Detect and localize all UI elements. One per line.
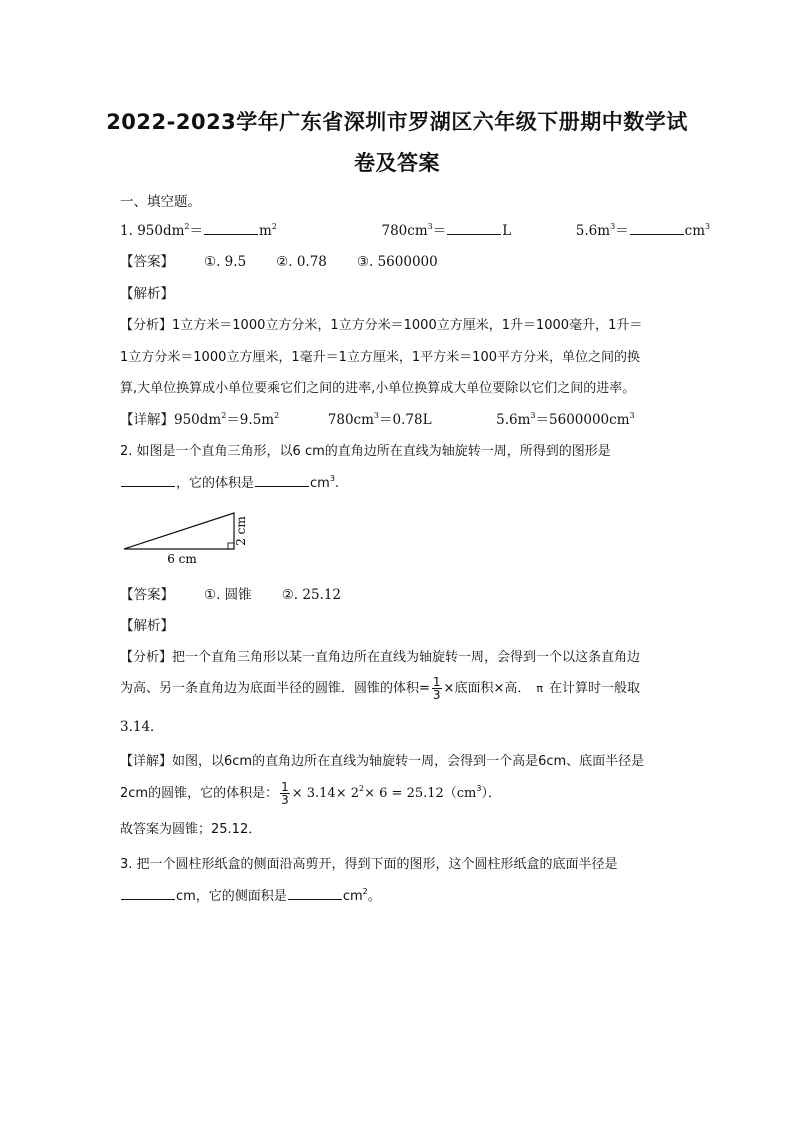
right-triangle-figure	[118, 505, 258, 567]
question-number: 1.	[120, 223, 133, 239]
question-3-line-1: 3. 把一个圆柱形纸盒的侧面沿高剪开，得到下面的图形，这个圆柱形纸盒的底面半径是	[120, 857, 618, 872]
question-1: 1. $950dm^2= m^2$ $780cm^3= L$ $5.6m^3= cm^3$	[120, 222, 711, 239]
document-title-line-1: 2022-2023学年广东省深圳市罗湖区六年级下册期中数学试	[106, 110, 688, 134]
q1-answer: 【答案】 ①. 9.5 ②. 0.78 ③. 5600000	[120, 254, 438, 270]
answer-blank	[255, 474, 309, 487]
question-2-line-2: ，它的体积是 $cm^3$.	[120, 472, 339, 491]
answer-blank	[447, 222, 501, 235]
q2-answer: 【答案】 ①. 圆锥 ②. 25.12	[120, 587, 342, 603]
fraction-one-third: $\frac{1}{3}$	[281, 780, 289, 807]
section-heading: 一、填空题。	[120, 194, 201, 210]
q2-fenxi-line-1: 【分析】把一个直角三角形以某一直角边所在直线为轴旋转一周，会得到一个以这条直角边	[120, 650, 641, 665]
fraction-one-third: $\frac{1}{3}$	[432, 675, 441, 702]
q2-analysis-label: 【解析】	[120, 618, 174, 634]
answer-blank	[288, 887, 342, 900]
q2-detail-line-2: 2cm的圆锥，它的体积是： $\frac{1}{3}$ × $3.14\times 2^2\times 6 = 25.12(cm^3)$．	[120, 780, 501, 807]
document-title-line-2: 卷及答案	[354, 151, 440, 175]
triangle-shape	[124, 513, 234, 549]
answer-blank	[204, 222, 258, 235]
question-2-line-1: 2. 如图是一个直角三角形，以6 cm的直角边所在直线为轴旋转一周，所得到的图形是	[120, 444, 611, 459]
q1-detail: 【详解】$950dm^2=9.5m^2$ $780cm^3=0.78L$ $5.6m^3=5600000cm^3$	[120, 411, 635, 428]
q2-fenxi-line-2: 为高、另一条直角边为底面半径的圆锥．圆锥的体积= $\frac{1}{3}$ ×底面积×高． π 在计算时一般取	[120, 675, 640, 702]
q2-detail-line-1: 【详解】如图，以6cm的直角边所在直线为轴旋转一周，会得到一个高是6cm、底面半径是	[120, 754, 645, 769]
figure-height-label: 2 cm	[234, 516, 248, 546]
q1-fenxi-line-2: 1立方分米＝1000立方厘米，1毫升＝1立方厘米，1平方米＝100平方分米，单位之间的换	[120, 350, 640, 365]
question-3-line-2: cm，它的侧面积是 $cm^2$。	[120, 885, 381, 904]
q1-fenxi-line-3: 算,大单位换算成小单位要乘它们之间的进率,小单位换算成大单位要除以它们之间的进率。	[120, 381, 636, 396]
q2-fenxi-line-3: 3.14．	[120, 719, 164, 735]
answer-blank	[121, 887, 175, 900]
figure-base-label: 6 cm	[167, 552, 197, 566]
q2-conclusion: 故答案为圆锥；25.12．	[120, 822, 262, 837]
answer-blank	[121, 474, 175, 487]
q1-fenxi-line-1: 【分析】1立方米＝1000立方分米，1立方分米＝1000立方厘米，1升＝1000毫升，1升＝	[120, 318, 643, 333]
q1-analysis-label: 【解析】	[120, 286, 174, 302]
answer-blank	[630, 222, 684, 235]
